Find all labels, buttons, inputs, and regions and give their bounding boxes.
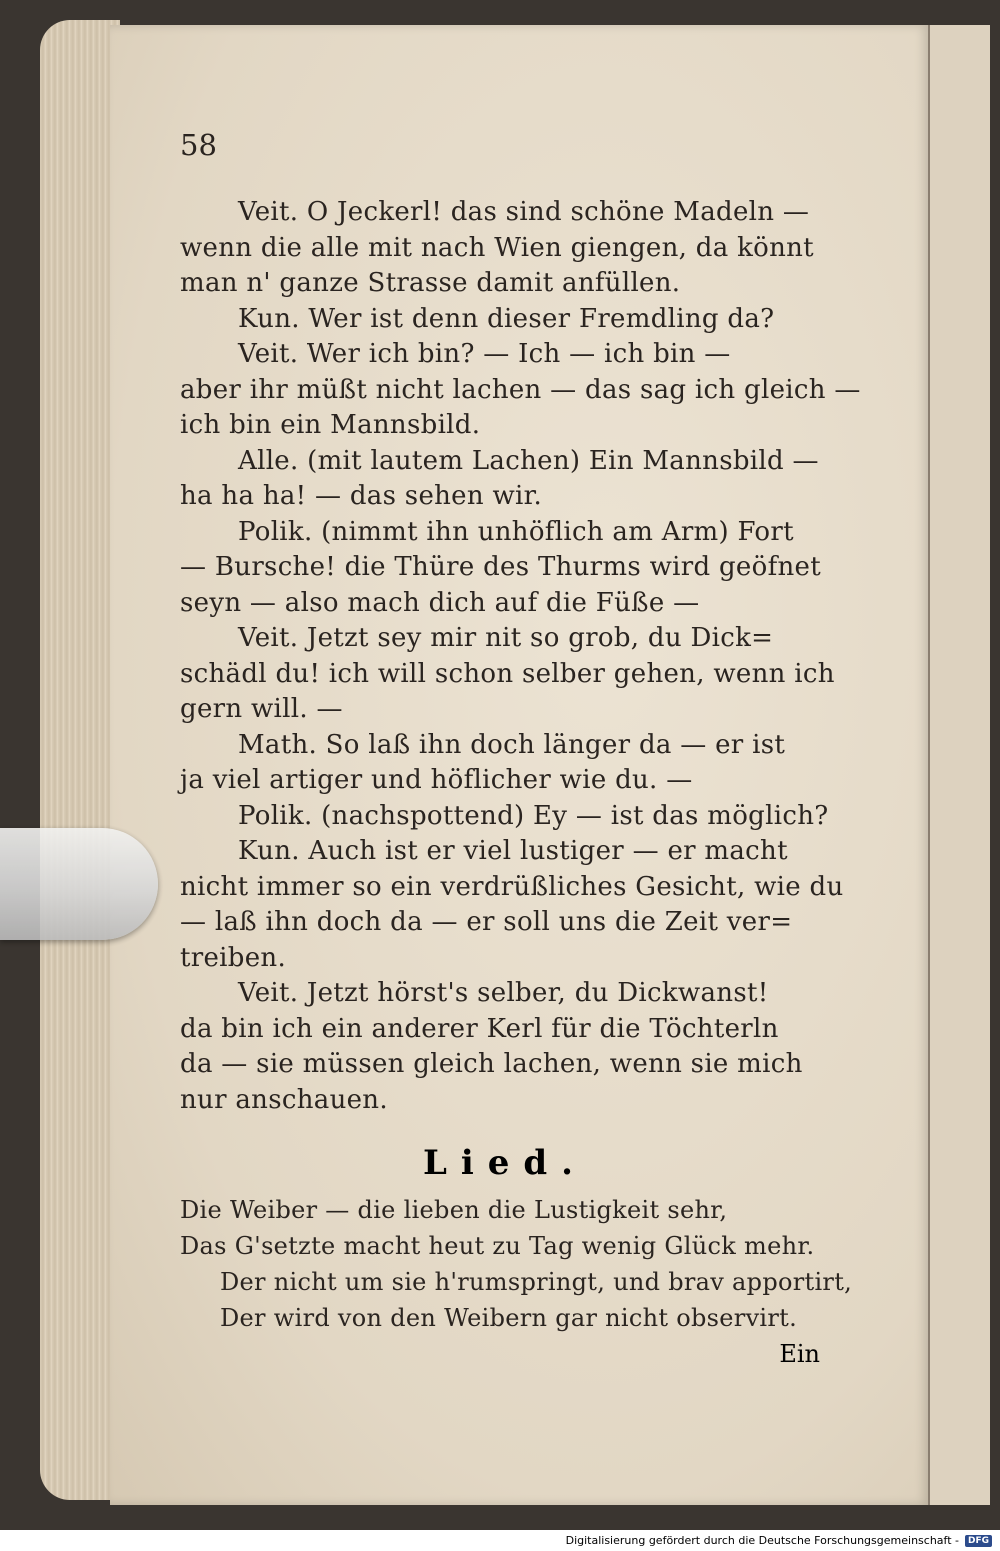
text-line: Veit. Wer ich bin? — Ich — ich bin — xyxy=(238,339,731,369)
page-number: 58 xyxy=(180,128,217,162)
text-lines xyxy=(180,195,861,1118)
text-line: seyn — also mach dich auf die Füße — xyxy=(180,587,700,618)
verse-line: Der nicht um sie h'rumspringt, und brav apportirt, xyxy=(220,1268,853,1296)
text-line: da — sie müssen gleich lachen, wenn sie mich xyxy=(180,1049,803,1079)
dfg-logo: DFG xyxy=(965,1535,992,1547)
text-line: — Bursche! die Thüre des Thurms wird geöfnet xyxy=(180,552,821,582)
page-body xyxy=(180,195,861,1372)
text-line: — laß ihn doch da — er soll uns die Zeit ver= xyxy=(180,907,793,937)
footer-credit: Digitalisierung gefördert durch die Deutsche Forschungsgemeinschaft - xyxy=(565,1534,959,1547)
text-line: Polik. (nachspottend) Ey — ist das möglich? xyxy=(238,800,829,831)
song-title: Lied. xyxy=(422,1143,588,1183)
text-line: wenn die alle mit nach Wien giengen, da könnt xyxy=(180,232,814,263)
text-line: Kun. Wer ist denn dieser Fremdling da? xyxy=(238,303,775,334)
text-line: Veit. O Jeckerl! das sind schöne Madeln — xyxy=(238,197,810,227)
verse-line: Der wird von den Weibern gar nicht observirt. xyxy=(220,1304,798,1332)
text-line: Veit. Jetzt sey mir nit so grob, du Dick= xyxy=(238,623,774,653)
text-line: Veit. Jetzt hörst's selber, du Dickwanst! xyxy=(238,978,769,1008)
book-page-edges xyxy=(40,20,120,1500)
text-line: Math. So laß ihn doch länger da — er ist xyxy=(238,729,786,760)
text-line: ha ha ha! — das sehen wir. xyxy=(180,481,543,511)
text-line: Kun. Auch ist er viel lustiger — er macht xyxy=(238,836,788,866)
verse-line: Das G'setzte macht heut zu Tag wenig Glück mehr. xyxy=(180,1232,815,1260)
text-line: treiben. xyxy=(180,942,287,973)
text-line: aber ihr müßt nicht lachen — das sag ich gleich — xyxy=(180,374,861,405)
text-line: schädl du! ich will schon selber gehen, wenn ich xyxy=(180,658,835,689)
text-line: ja viel artiger und höflicher wie du. — xyxy=(180,765,693,795)
text-line: gern will. — xyxy=(180,694,343,724)
catchword: Ein xyxy=(779,1340,820,1368)
text-line: man n' ganze Strasse damit anfüllen. xyxy=(180,268,681,298)
facing-page-edge xyxy=(928,25,990,1505)
text-line: nur anschauen. xyxy=(180,1084,388,1115)
page-clip xyxy=(0,828,158,940)
footer-bar xyxy=(0,1530,1000,1551)
text-line: ich bin ein Mannsbild. xyxy=(180,410,481,440)
song-verse xyxy=(180,1192,853,1336)
verse-line: Die Weiber — die lieben die Lustigkeit sehr, xyxy=(180,1196,728,1224)
text-line: Alle. (mit lautem Lachen) Ein Mannsbild — xyxy=(238,445,819,476)
text-line: nicht immer so ein verdrüßliches Gesicht, wie du xyxy=(180,871,844,902)
text-line: da bin ich ein anderer Kerl für die Töchterln xyxy=(180,1013,779,1044)
text-line: Polik. (nimmt ihn unhöflich am Arm) Fort xyxy=(238,516,794,547)
